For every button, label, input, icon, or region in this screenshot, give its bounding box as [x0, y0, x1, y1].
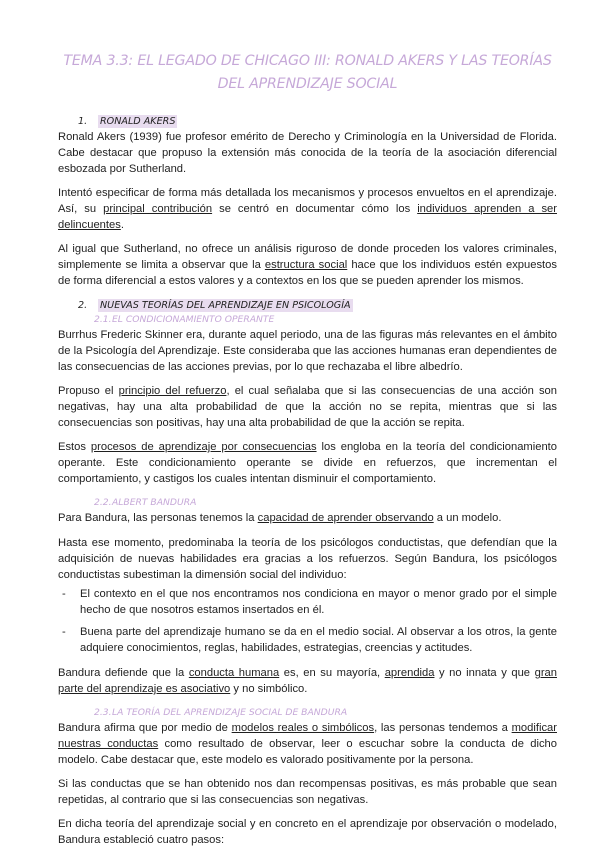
paragraph: Hasta ese momento, predominaba la teoría de los psicólogos conductistas, que defendían que la adquisición de nuevas habilidades era gracias a los refuerzos. Según Bandura, los psicólogos conductistas subestiman la dimensión social del individuo: — [58, 537, 557, 581]
bullet-dash: - — [62, 588, 66, 600]
underlined-text: gran parte del aprendizaje es asociativo — [58, 667, 557, 695]
subsection-heading-teoria-aprendizaje-social: 2.3.LA TEORÍA DEL APRENDIZAJE SOCIAL DE BANDURA — [94, 707, 348, 718]
list-item: - El contexto en el que nos encontramos nos condiciona en mayor o menor grado por el simple hecho de que nosotros estamos insertados en él. — [62, 588, 557, 616]
paragraph: Bandura afirma que por medio de modelos reales o simbólicos, las personas tendemos a modificar nuestras conductas como resultado de observar, leer o escuchar sobre la conducta de dicho modelo. Cabe destacar que, este modelo es valorado positivamente por la persona. — [58, 722, 557, 766]
subsection-heading-bandura: 2.2.ALBERT BANDURA — [94, 497, 197, 508]
paragraph: En dicha teoría del aprendizaje social y en concreto en el aprendizaje por observación o modelado, Bandura estableció cuatro pasos: — [58, 818, 557, 846]
paragraph: Para Bandura, las personas tenemos la capacidad de aprender observando a un modelo. — [58, 512, 502, 524]
underlined-text: principal contribución — [103, 203, 213, 215]
underlined-text: procesos de aprendizaje por consecuencias — [90, 441, 317, 453]
list-item: - Buena parte del aprendizaje humano se da en el medio social. Al observar a los otros, la gente adquiere conocimientos, reglas, habilidades, estrategias, creencias y actitudes. — [62, 626, 557, 654]
underlined-text: aprendida — [384, 667, 435, 679]
paragraph: Bandura defiende que la conducta humana es, en su mayoría, aprendida y no innata y que gran parte del aprendizaje es asociativo y no simbólico. — [58, 667, 557, 695]
underlined-text: conducta humana — [188, 667, 280, 679]
document-title: TEMA 3.3: EL LEGADO DE CHICAGO III: RONALD AKERS Y LAS TEORÍAS DEL APRENDIZAJE SOCIAL — [63, 53, 552, 92]
section-heading-text: RONALD AKERS — [100, 116, 176, 127]
bullet-dash: - — [62, 626, 66, 638]
paragraph: Estos procesos de aprendizaje por consecuencias los engloba en la teoría del condicionamiento operante. Este condicionamiento operante se divide en refuerzos, que incrementan el comportamiento, y castigos los cuales intentan disminuir el comportamiento. — [58, 441, 557, 485]
underlined-text: capacidad de aprender observando — [257, 512, 434, 524]
section-number: 2. — [78, 300, 88, 311]
paragraph: Burrhus Frederic Skinner era, durante aquel periodo, una de las figuras más relevantes en el ámbito de la Psicología del Aprendizaje. Este consideraba que las acciones humanas eran dependientes de las consecuencias de las acciones previas, por lo que rechazaba el libre albedrío. — [58, 329, 557, 373]
underlined-text: principio del refuerzo — [118, 385, 227, 397]
paragraph: Si las conductas que se han obtenido nos dan recompensas positivas, es más probable que sean repetidas, al contrario que si las consecuencias son negativas. — [58, 778, 557, 806]
paragraph: Al igual que Sutherland, no ofrece un análisis riguroso de donde proceden los valores criminales, simplemente se limita a observar que la estructura social hace que los individuos estén expuestos de forma diferencial a estos valores y a contextos en los que se pueden aprender los mismos. — [58, 243, 557, 287]
paragraph: Intentó especificar de forma más detallada los mecanismos y procesos envueltos en el aprendizaje. Así, su principal contribución se centró en documentar cómo los individuos aprenden a ser delincuentes. — [58, 187, 557, 231]
underlined-text: individuos aprenden a ser delincuentes — [58, 203, 557, 231]
section-heading-nuevas-teorias — [78, 298, 557, 313]
paragraph: Propuso el principio del refuerzo, el cual señalaba que si las consecuencias de una acción son negativas, hay una alta probabilidad de que la acción no se repita, mientras que si las consecuencias son positivas, hay una alta probabilidad de que la acción se repita. — [58, 385, 557, 429]
underlined-text: modelos reales o simbólicos — [231, 722, 375, 734]
underlined-text: estructura social — [264, 259, 348, 271]
bullet-list — [58, 586, 557, 656]
section-heading-text: NUEVAS TEORÍAS DEL APRENDIZAJE EN PSICOLOGÍA — [100, 300, 351, 311]
section-heading-ronald-akers — [78, 114, 557, 129]
subsection-heading-condicionamiento: 2.1.EL CONDICIONAMIENTO OPERANTE — [94, 314, 275, 325]
section-number: 1. — [78, 116, 88, 127]
underlined-text: modificar nuestras conductas — [58, 722, 557, 750]
paragraph: Ronald Akers (1939) fue profesor emérito de Derecho y Criminología en la Universidad de Florida. Cabe destacar que propuso la extensión más conocida de la teoría de la asociación diferencial esbozada por Sutherland. — [58, 131, 557, 175]
